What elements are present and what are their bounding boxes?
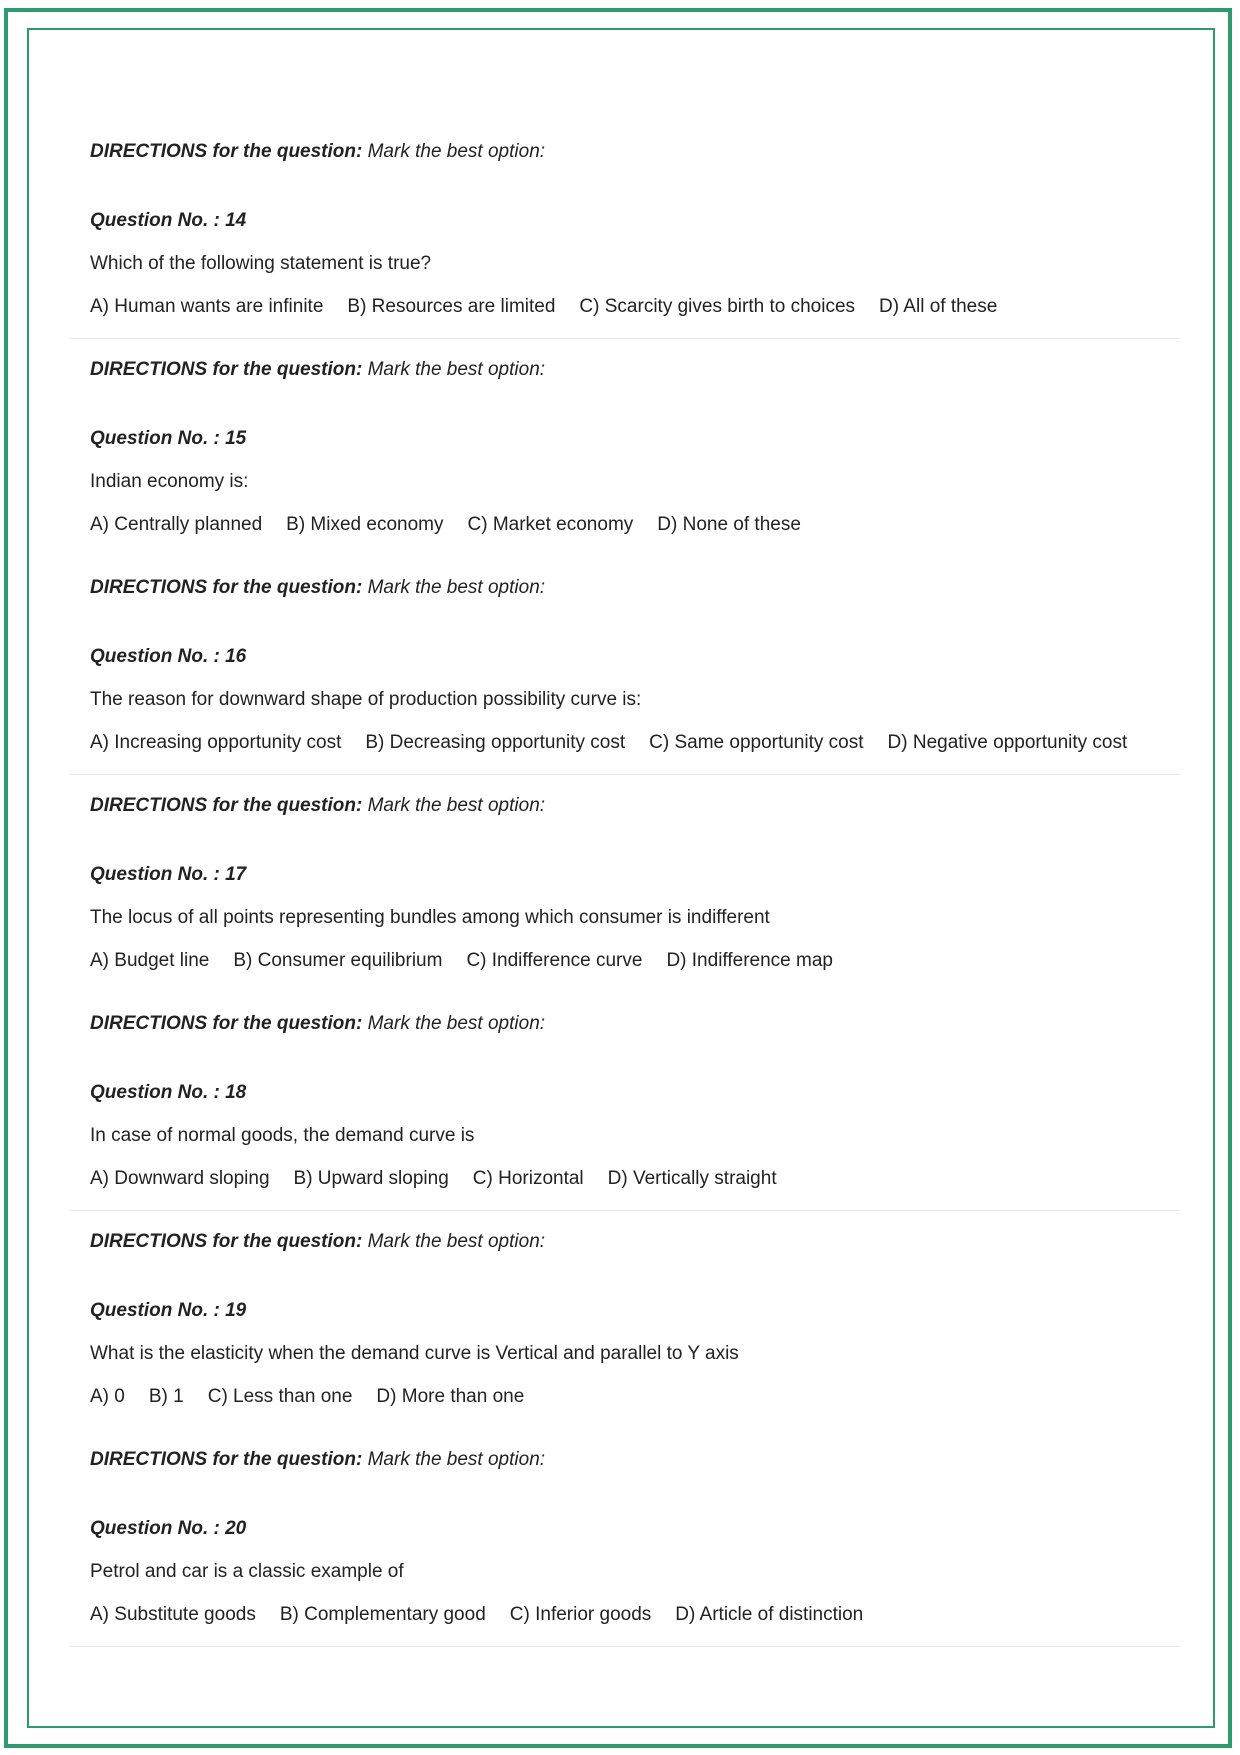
- answer-option[interactable]: D) All of these: [879, 296, 998, 317]
- directions-label: DIRECTIONS for the question:: [90, 359, 363, 380]
- directions-label: DIRECTIONS for the question:: [90, 1449, 363, 1470]
- answer-option[interactable]: B) Mixed economy: [286, 514, 444, 535]
- question-text: In case of normal goods, the demand curve is: [90, 1125, 475, 1146]
- question-block: [90, 794, 1180, 1012]
- directions-label: DIRECTIONS for the question:: [90, 1231, 363, 1252]
- directions-label: DIRECTIONS for the question:: [90, 795, 363, 816]
- options-row: [90, 1603, 1180, 1627]
- directions-text: Mark the best option:: [367, 1231, 546, 1252]
- directions-text: Mark the best option:: [367, 577, 546, 598]
- directions-line: [90, 1448, 1180, 1472]
- question-number: Question No. : 20: [90, 1518, 247, 1539]
- question-block: [90, 140, 1180, 358]
- answer-option[interactable]: C) Market economy: [467, 514, 634, 535]
- answer-option[interactable]: D) Vertically straight: [607, 1168, 777, 1189]
- options-row: [90, 513, 1180, 537]
- answer-option[interactable]: D) Article of distinction: [675, 1604, 864, 1625]
- answer-option[interactable]: A) Substitute goods: [90, 1604, 256, 1625]
- answer-option[interactable]: A) 0: [90, 1386, 125, 1407]
- answer-option[interactable]: D) Negative opportunity cost: [887, 732, 1128, 753]
- answer-option[interactable]: B) Resources are limited: [347, 296, 556, 317]
- answer-option[interactable]: D) More than one: [376, 1386, 525, 1407]
- answer-option[interactable]: D) Indifference map: [666, 950, 833, 971]
- directions-text: Mark the best option:: [367, 1449, 546, 1470]
- question-block: [90, 1230, 1180, 1448]
- answer-option[interactable]: D) None of these: [657, 514, 801, 535]
- answer-option[interactable]: A) Centrally planned: [90, 514, 263, 535]
- question-text: Which of the following statement is true?: [90, 253, 432, 274]
- question-number: Question No. : 14: [90, 210, 247, 231]
- question-number: Question No. : 16: [90, 646, 247, 667]
- directions-line: [90, 576, 1180, 600]
- answer-option[interactable]: C) Same opportunity cost: [649, 732, 864, 753]
- directions-label: DIRECTIONS for the question:: [90, 1013, 363, 1034]
- options-row: [90, 949, 1180, 973]
- directions-line: [90, 794, 1180, 818]
- answer-option[interactable]: A) Increasing opportunity cost: [90, 732, 342, 753]
- answer-option[interactable]: B) Complementary good: [279, 1604, 486, 1625]
- answer-option[interactable]: A) Human wants are infinite: [90, 296, 324, 317]
- options-row: [90, 731, 1180, 755]
- options-row: [90, 1385, 1180, 1409]
- question-block: [90, 1012, 1180, 1230]
- directions-line: [90, 1230, 1180, 1254]
- directions-label: DIRECTIONS for the question:: [90, 141, 363, 162]
- question-text: The locus of all points representing bundles among which consumer is indifferent: [90, 907, 770, 928]
- options-row: [90, 1167, 1180, 1191]
- answer-option[interactable]: B) Upward sloping: [293, 1168, 449, 1189]
- answer-option[interactable]: C) Inferior goods: [509, 1604, 652, 1625]
- options-row: [90, 295, 1180, 319]
- answer-option[interactable]: C) Scarcity gives birth to choices: [579, 296, 856, 317]
- question-list: [90, 140, 1180, 1666]
- directions-line: [90, 140, 1180, 164]
- directions-label: DIRECTIONS for the question:: [90, 577, 363, 598]
- directions-text: Mark the best option:: [367, 795, 546, 816]
- question-text: The reason for downward shape of production possibility curve is:: [90, 689, 642, 710]
- answer-option[interactable]: A) Budget line: [90, 950, 210, 971]
- question-number: Question No. : 18: [90, 1082, 247, 1103]
- answer-option[interactable]: B) 1: [148, 1386, 184, 1407]
- question-number: Question No. : 19: [90, 1300, 247, 1321]
- question-block: [90, 1448, 1180, 1666]
- question-number: Question No. : 15: [90, 428, 247, 449]
- question-text: Petrol and car is a classic example of: [90, 1561, 404, 1582]
- directions-line: [90, 1012, 1180, 1036]
- question-block: [90, 576, 1180, 794]
- directions-text: Mark the best option:: [367, 141, 546, 162]
- answer-option[interactable]: C) Less than one: [207, 1386, 353, 1407]
- question-text: What is the elasticity when the demand curve is Vertical and parallel to Y axis: [90, 1343, 739, 1364]
- answer-option[interactable]: C) Horizontal: [472, 1168, 584, 1189]
- directions-line: [90, 358, 1180, 382]
- question-text: Indian economy is:: [90, 471, 249, 492]
- question-number: Question No. : 17: [90, 864, 247, 885]
- directions-text: Mark the best option:: [367, 359, 546, 380]
- answer-option[interactable]: B) Consumer equilibrium: [233, 950, 443, 971]
- question-block: [90, 358, 1180, 576]
- answer-option[interactable]: B) Decreasing opportunity cost: [365, 732, 626, 753]
- answer-option[interactable]: A) Downward sloping: [90, 1168, 270, 1189]
- answer-option[interactable]: C) Indifference curve: [466, 950, 643, 971]
- directions-text: Mark the best option:: [367, 1013, 546, 1034]
